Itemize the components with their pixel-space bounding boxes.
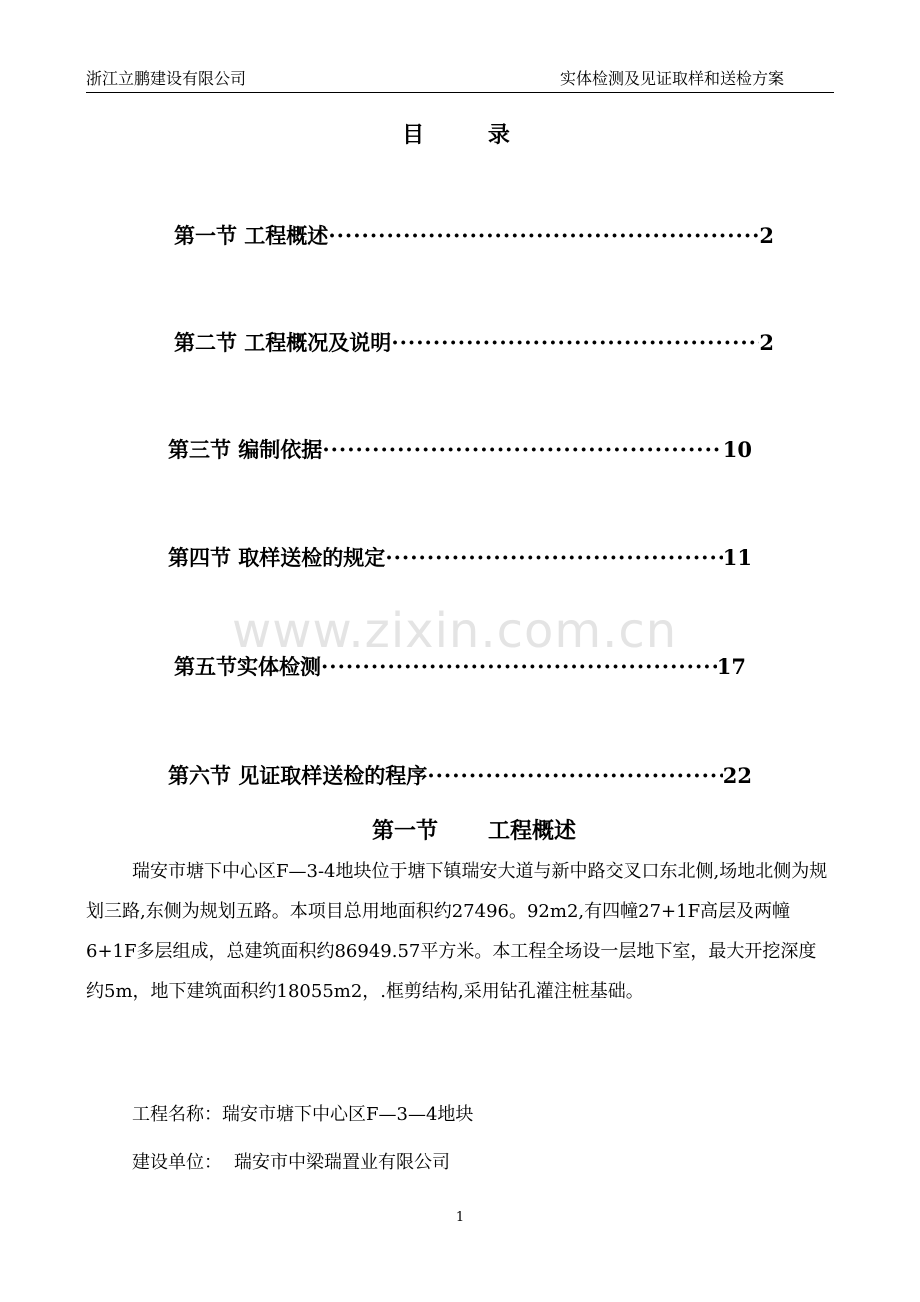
toc-entry-page: 2: [759, 330, 774, 355]
toc-entry-label: 第五节实体检测: [174, 654, 321, 679]
toc-leader: [328, 223, 759, 248]
toc-entry-label: 第四节 取样送检的规定: [168, 545, 386, 570]
toc-entry[interactable]: [168, 434, 752, 464]
project-name-line: [132, 1100, 473, 1126]
toc-entry[interactable]: [174, 651, 746, 681]
builder-value: 瑞安市中梁瑞置业有限公司: [234, 1152, 450, 1173]
toc-leader: [427, 763, 722, 788]
toc-leader: [391, 330, 759, 355]
builder-line: [132, 1148, 450, 1174]
toc-leader: [322, 437, 722, 462]
section-heading: [372, 814, 576, 845]
body-paragraph: 瑞安市塘下中心区F—3-4地块位于塘下镇瑞安大道与新中路交叉口东北侧,场地北侧为规划三路,东侧为规划五路。本项目总用地面积约27496。92m2,有四幢27+1F高层及两幢6+1F多层组成，总建筑面积约86949.57平方米。本工程全场设一层地下室，最大开挖深度约5m，地下建筑面积约18055m2，.框剪结构,采用钻孔灌注桩基础。: [86, 861, 828, 1002]
toc-entry-page: 2: [759, 223, 774, 248]
project-name-label: 工程名称：: [132, 1104, 222, 1125]
toc-entry-page: 11: [722, 545, 752, 570]
toc-entry[interactable]: [174, 327, 774, 357]
header-doc-title: 实体检测及见证取样和送检方案: [559, 69, 784, 88]
toc-leader: [321, 654, 717, 679]
page-number: 1: [455, 1210, 465, 1225]
section-number: 第一节: [372, 818, 439, 844]
toc-title: 目 录: [402, 122, 538, 148]
toc-entry-page: 22: [722, 763, 752, 788]
toc-entry-page: 10: [722, 437, 752, 462]
toc-leader: [385, 545, 722, 570]
toc-entry-label: 第二节 工程概况及说明: [174, 330, 392, 355]
toc-entry-label: 第一节 工程概述: [174, 223, 329, 248]
toc-entry[interactable]: [168, 760, 752, 790]
page-header: [86, 66, 834, 93]
watermark: www.zixin.com.cn: [232, 603, 678, 659]
builder-label: 建设单位：: [132, 1152, 222, 1173]
toc-entry[interactable]: [174, 220, 774, 250]
toc-entry-label: 第三节 编制依据: [168, 437, 323, 462]
toc-entry-page: 17: [716, 654, 746, 679]
section-name: 工程概述: [488, 818, 577, 844]
project-name-value: 瑞安市塘下中心区F—3—4地块: [222, 1104, 474, 1125]
toc-entry[interactable]: [168, 542, 752, 572]
toc-entry-label: 第六节 见证取样送检的程序: [168, 763, 428, 788]
header-company: 浙江立鹏建设有限公司: [86, 69, 247, 88]
